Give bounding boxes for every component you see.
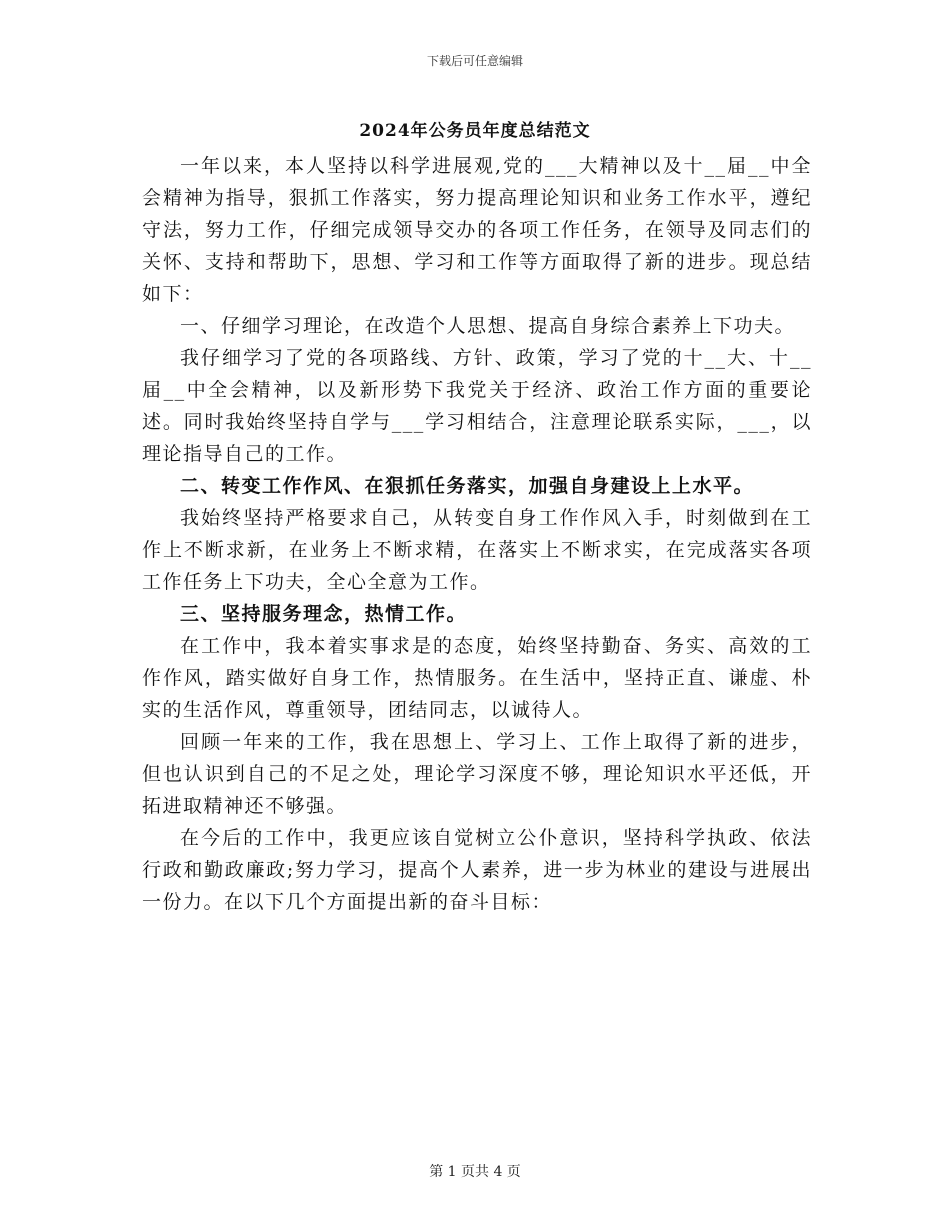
document-title: 2024年公务员年度总结范文 <box>359 121 591 141</box>
paragraph-future: 在今后的工作中，我更应该自觉树立公仆意识，坚持科学执政、依法行政和勤政廉政;努力学习，提高个人素养，进一步为林业的建设与进展出一份力。在以下几个方面提出新的奋斗目标： <box>142 827 812 913</box>
section-heading-1: 一、仔细学习理论，在改造个人思想、提高自身综合素养上下功夫。 <box>180 315 796 337</box>
section-heading-2: 二、转变工作作风、在狠抓任务落实，加强自身建设上上水平。 <box>180 475 755 497</box>
paragraph-section-2: 我始终坚持严格要求自己，从转变自身工作作风入手，时刻做到在工作上不断求新，在业务上不断求精，在落实上不断求实，在完成落实各项工作任务上下功夫，全心全意为工作。 <box>142 507 812 593</box>
download-note: 下载后可任意编辑 <box>426 54 523 68</box>
paragraph-section-1: 我仔细学习了党的各项路线、方针、政策，学习了党的十__大、十__届__中全会精神，以及新形势下我党关于经济、政治工作方面的重要论述。同时我始终坚持自学与___学习相结合，注意理论联系实际，___，以理论指导自己的工作。 <box>142 347 812 465</box>
paragraph-review: 回顾一年来的工作，我在思想上、学习上、工作上取得了新的进步，但也认识到自己的不足之处，理论学习深度不够，理论知识水平还低，开拓进取精神还不够强。 <box>142 731 812 817</box>
document-body <box>142 150 812 918</box>
paragraph-intro: 一年以来，本人坚持以科学进展观,党的___大精神以及十__届__中全会精神为指导，狠抓工作落实，努力提高理论知识和业务工作水平，遵纪守法，努力工作，仔细完成领导交办的各项工作任务，在领导及同志们的关怀、支持和帮助下，思想、学习和工作等方面取得了新的进步。现总结如下： <box>142 155 812 305</box>
section-heading-3: 三、坚持服务理念，热情工作。 <box>180 603 468 625</box>
paragraph-section-3: 在工作中，我本着实事求是的态度，始终坚持勤奋、务实、高效的工作作风，踏实做好自身工作，热情服务。在生活中，坚持正直、谦虚、朴实的生活作风，尊重领导，团结同志，以诚待人。 <box>142 635 812 721</box>
page-number: 第 1 页共 4 页 <box>429 1164 521 1180</box>
